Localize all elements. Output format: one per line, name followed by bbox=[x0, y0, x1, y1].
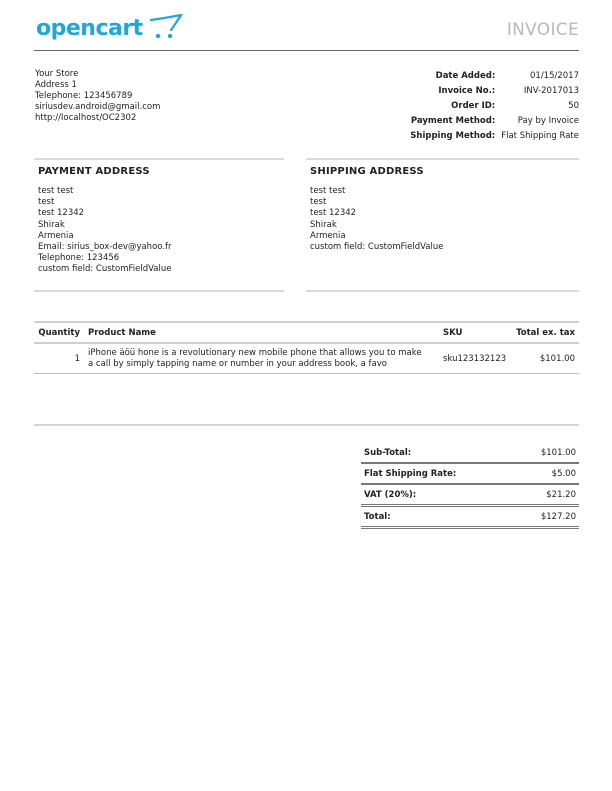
address-line: test 12342 bbox=[38, 208, 85, 219]
payment-address-lines bbox=[34, 182, 284, 290]
order-details bbox=[410, 69, 579, 144]
address-line: Armenia bbox=[38, 230, 74, 241]
meta-label: Shipping Method: bbox=[410, 131, 496, 141]
totals-row-shipping bbox=[361, 463, 579, 484]
store-email: siriusdev.android@gmail.com bbox=[35, 102, 161, 112]
totals-row-total bbox=[361, 506, 579, 528]
shipping-address-block bbox=[306, 158, 579, 292]
store-url: http://localhost/OC2302 bbox=[35, 113, 137, 123]
column-header-product-name: Product Name bbox=[84, 323, 439, 343]
address-line: Armenia bbox=[310, 230, 346, 241]
meta-row-order-id bbox=[410, 99, 579, 114]
shipping-address-lines bbox=[306, 182, 579, 290]
item-quantity: 1 bbox=[34, 343, 84, 374]
store-address: Address 1 bbox=[35, 80, 77, 90]
address-line: Email: sirius_box-dev@yahoo.fr bbox=[38, 242, 172, 253]
totals-value: $5.00 bbox=[515, 463, 579, 484]
column-header-sku: SKU bbox=[439, 323, 511, 343]
address-line: Shirak bbox=[310, 219, 337, 230]
address-line: test 12342 bbox=[310, 208, 357, 219]
meta-value: 01/15/2017 bbox=[530, 71, 579, 81]
totals-value: $101.00 bbox=[515, 443, 579, 463]
store-info bbox=[35, 69, 160, 124]
address-line: custom field: CustomFieldValue bbox=[38, 264, 172, 275]
meta-row-shipping-method bbox=[410, 129, 579, 144]
item-name: iPhone äöü hone is a revolutionary new mobile phone that allows you to make a call by simply tapping name or number in your address book, a favo bbox=[84, 343, 439, 374]
payment-address-heading: PAYMENT ADDRESS bbox=[38, 166, 150, 177]
meta-label: Order ID: bbox=[451, 101, 496, 111]
invoice-title: INVOICE bbox=[506, 20, 579, 40]
item-sku: sku123132123 bbox=[439, 343, 511, 374]
meta-value: 50 bbox=[568, 101, 579, 111]
address-line: custom field: CustomFieldValue bbox=[310, 242, 444, 253]
logo-text: opencart bbox=[36, 16, 143, 41]
meta-row-invoice-no bbox=[410, 84, 579, 99]
meta-value: Pay by Invoice bbox=[517, 116, 579, 126]
meta-label: Payment Method: bbox=[410, 116, 496, 126]
payment-address-block bbox=[34, 158, 284, 292]
divider bbox=[306, 290, 579, 292]
totals-label: Sub-Total: bbox=[361, 443, 515, 463]
address-line: test bbox=[310, 197, 327, 208]
meta-label: Date Added: bbox=[435, 71, 496, 81]
address-line: test test bbox=[38, 186, 74, 196]
totals-label: VAT (20%): bbox=[361, 484, 515, 506]
meta-value: INV-2017013 bbox=[523, 86, 579, 96]
header-divider bbox=[34, 50, 579, 51]
totals-row-subtotal bbox=[361, 443, 579, 463]
store-name: Your Store bbox=[35, 69, 79, 79]
divider bbox=[34, 290, 284, 292]
address-line: Shirak bbox=[38, 219, 65, 230]
totals-label: Flat Shipping Rate: bbox=[361, 463, 515, 484]
address-line: Telephone: 123456 bbox=[38, 253, 120, 264]
totals-label: Total: bbox=[361, 506, 515, 528]
divider bbox=[34, 424, 579, 426]
column-header-quantity: Quantity bbox=[34, 323, 84, 343]
store-telephone: Telephone: 123456789 bbox=[35, 91, 133, 101]
cart-icon bbox=[149, 14, 183, 40]
address-line: test test bbox=[310, 186, 346, 196]
table-header-row bbox=[34, 323, 579, 343]
address-line: test bbox=[38, 197, 55, 208]
totals-table bbox=[361, 443, 579, 529]
opencart-logo bbox=[36, 14, 183, 44]
totals-row-vat bbox=[361, 484, 579, 506]
column-header-total: Total ex. tax bbox=[511, 323, 579, 343]
totals-value: $127.20 bbox=[515, 506, 579, 528]
meta-row-date-added bbox=[410, 69, 579, 84]
meta-label: Invoice No.: bbox=[438, 86, 496, 96]
meta-row-payment-method bbox=[410, 114, 579, 129]
item-total: $101.00 bbox=[511, 343, 579, 374]
shipping-address-heading: SHIPPING ADDRESS bbox=[310, 166, 424, 177]
table-row bbox=[34, 343, 579, 374]
items-table bbox=[34, 321, 579, 374]
meta-value: Flat Shipping Rate bbox=[501, 131, 579, 141]
totals-value: $21.20 bbox=[515, 484, 579, 506]
